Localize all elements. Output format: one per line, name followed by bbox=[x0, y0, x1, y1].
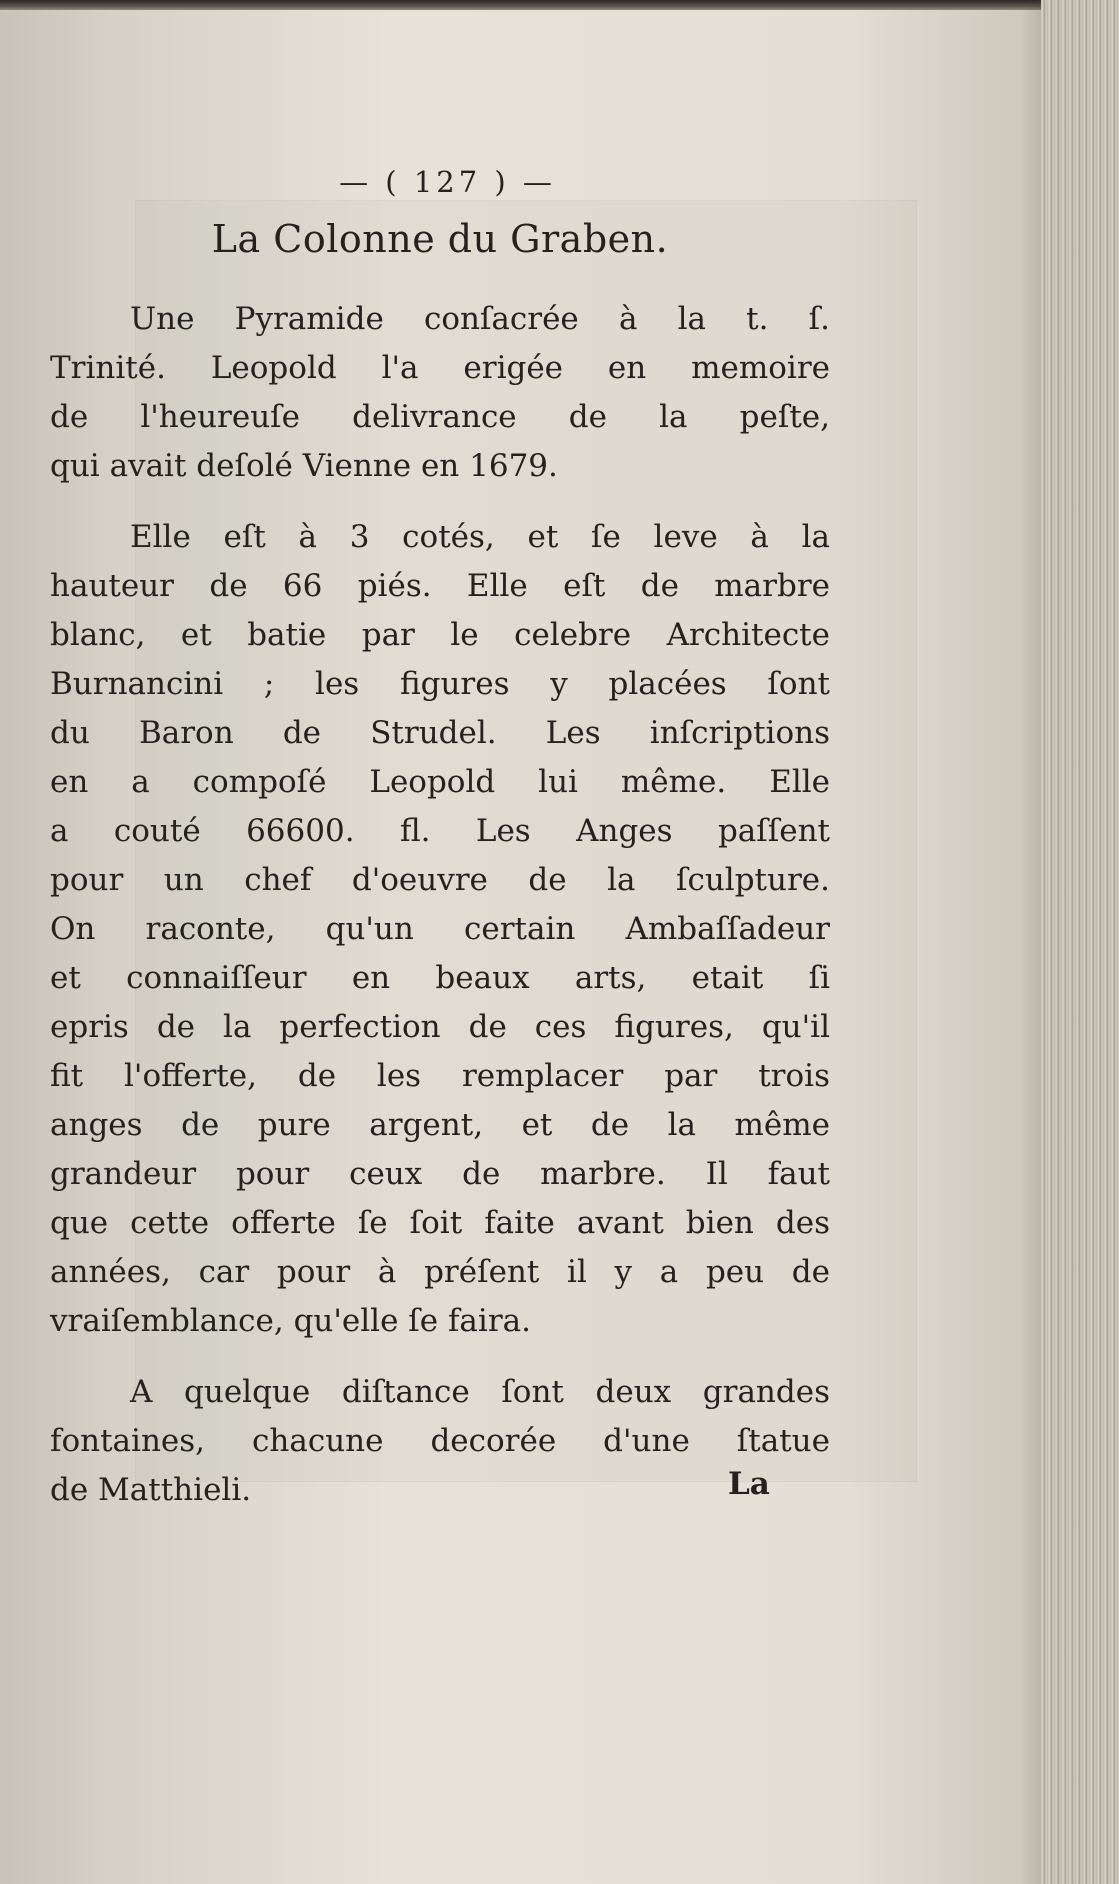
text-line: en a compoſé Leopold lui même. Elle bbox=[50, 764, 830, 800]
page-number-header: — ( 127 ) — bbox=[339, 165, 556, 199]
text-line: de Matthieli. bbox=[50, 1472, 252, 1508]
book-top-edge bbox=[0, 0, 1119, 10]
book-page-edges bbox=[1041, 0, 1119, 1884]
text-block bbox=[50, 165, 830, 1537]
paragraph-1 bbox=[50, 295, 830, 491]
text-line: pour un chef d'oeuvre de la ſculpture. bbox=[50, 862, 830, 898]
text-line: que cette offerte ſe ſoit faite avant bien des bbox=[50, 1205, 830, 1241]
text-line: blanc, et batie par le celebre Architecte bbox=[50, 617, 830, 653]
text-line: et connaiſſeur en beaux arts, etait ſi bbox=[50, 960, 830, 996]
text-line: hauteur de 66 piés. Elle eſt de marbre bbox=[50, 568, 830, 604]
catchword: La bbox=[728, 1466, 770, 1502]
text-line: epris de la perfection de ces figures, qu'il bbox=[50, 1009, 830, 1045]
text-line: fontaines, chacune decorée d'une ſtatue bbox=[50, 1423, 830, 1459]
text-line: de l'heureuſe delivrance de la peſte, bbox=[50, 399, 830, 435]
text-line: Une Pyramide conſacrée à la t. ſ. bbox=[130, 301, 830, 337]
text-line: années, car pour à préſent il y a peu de bbox=[50, 1254, 830, 1290]
text-line: grandeur pour ceux de marbre. Il faut bbox=[50, 1156, 830, 1192]
section-title: La Colonne du Graben. bbox=[211, 217, 669, 261]
text-line: A quelque diſtance ſont deux grandes bbox=[130, 1374, 830, 1410]
text-line: On raconte, qu'un certain Ambaſſadeur bbox=[50, 911, 830, 947]
text-line: fit l'offerte, de les remplacer par trois bbox=[50, 1058, 830, 1094]
text-line: anges de pure argent, et de la même bbox=[50, 1107, 830, 1143]
paragraph-2 bbox=[50, 513, 830, 1346]
text-line: du Baron de Strudel. Les inſcriptions bbox=[50, 715, 830, 751]
paragraph-3 bbox=[50, 1368, 830, 1515]
text-line: a couté 66600. fl. Les Anges paſſent bbox=[50, 813, 830, 849]
text-line: vraiſemblance, qu'elle ſe faira. bbox=[50, 1303, 531, 1339]
text-line: Elle eſt à 3 cotés, et ſe leve à la bbox=[130, 519, 830, 555]
text-line: qui avait deſolé Vienne en 1679. bbox=[50, 448, 558, 484]
last-line-with-catchword bbox=[50, 1466, 830, 1515]
text-line: Burnancini ; les figures y placées ſont bbox=[50, 666, 830, 702]
text-line: Trinité. Leopold l'a erigée en memoire bbox=[50, 350, 830, 386]
